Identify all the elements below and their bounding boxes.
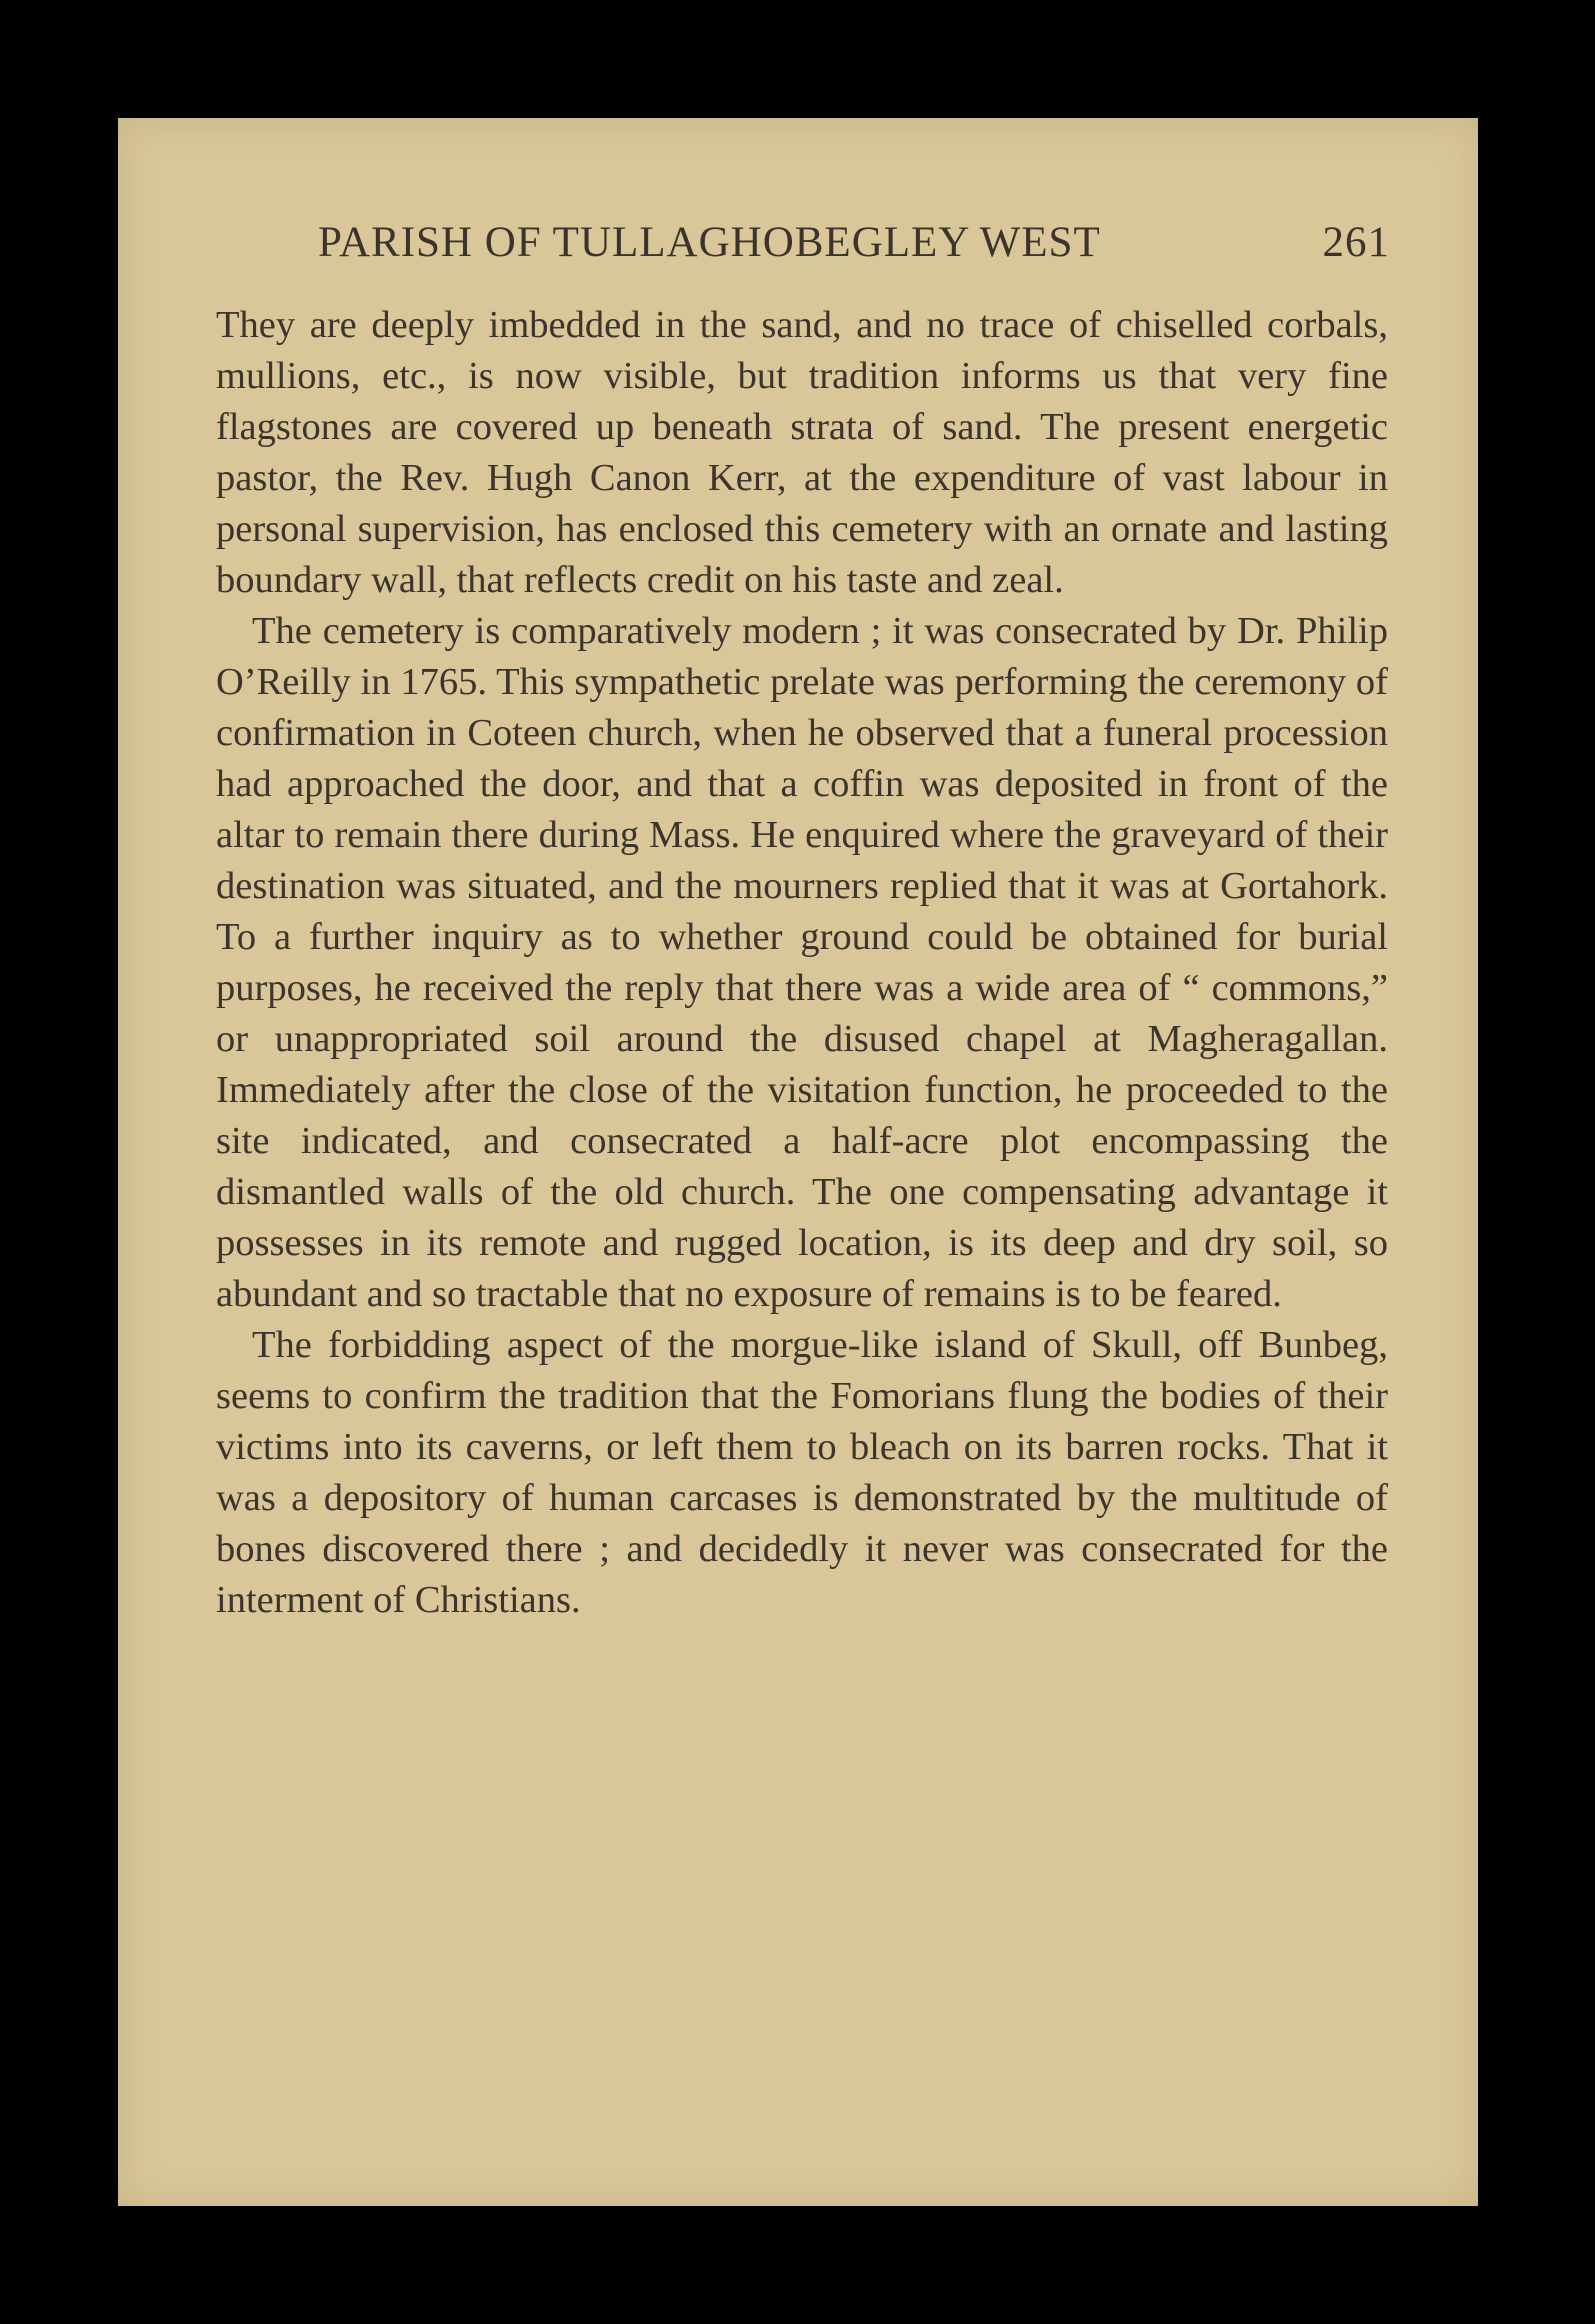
- body-text: [216, 300, 1388, 1626]
- page-number: 261: [1322, 219, 1390, 266]
- paragraph-1: They are deeply imbedded in the sand, and no trace of chiselled corbals, mullions, etc., is now visible, but tradition informs us that very fine flagstones are covered up beneath strata of sand. The present energetic pastor, the Rev. Hugh Canon Kerr, at the expenditure of vast labour in personal supervision, has enclosed this cemetery with an ornate and lasting boundary wall, that reflects credit on his taste and zeal.: [216, 304, 1388, 601]
- paragraph-3: The forbidding aspect of the morgue-like island of Skull, off Bunbeg, seems to confirm the tradition that the Fomorians flung the bodies of their victims into its caverns, or left them to bleach on its barren rocks. That it was a depository of human carcases is demonstrated by the multitude of bones discovered there ; and decidedly it never was consecrated for the interment of Christians.: [216, 1324, 1388, 1621]
- book-page: [118, 118, 1478, 2206]
- page-header: [318, 218, 1390, 288]
- running-head: PARISH OF TULLAGHOBEGLEY WEST: [318, 219, 1101, 266]
- paragraph-2: The cemetery is comparatively modern ; it was consecrated by Dr. Philip O’Reilly in 1765. This sympathetic prelate was performing the ceremony of confirmation in Coteen church, when he observed that a funeral procession had approached the door, and that a coffin was deposited in front of the altar to remain there during Mass. He enquired where the graveyard of their destination was situated, and the mourners replied that it was at Gortahork. To a further inquiry as to whether ground could be obtained for burial purposes, he received the reply that there was a wide area of “ commons,” or unappropriated soil around the disused chapel at Magheragallan. Immediately after the close of the visitation function, he proceeded to the site indicated, and consecrated a half-acre plot encompassing the dismantled walls of the old church. The one compensating advantage it possesses in its remote and rugged location, is its deep and dry soil, so abundant and so tractable that no exposure of remains is to be feared.: [216, 610, 1388, 1315]
